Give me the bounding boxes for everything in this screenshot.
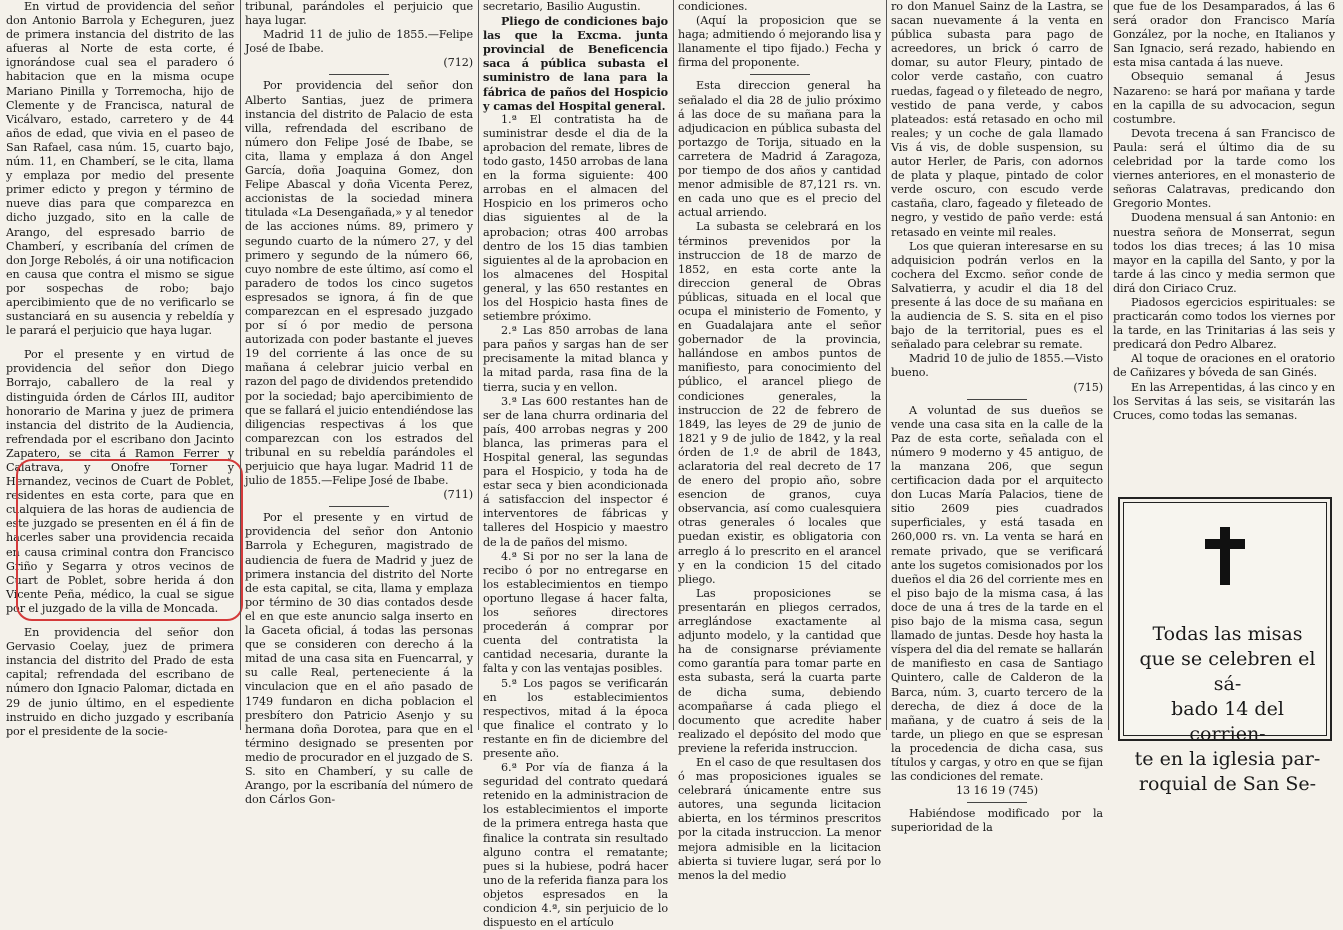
model-proposal: (Aquí la proposicion que se haga; admitiendo ó mejorando lisa y llanamente el tipo fijado.) Fecha y firma del proponente.	[678, 14, 881, 70]
notice-paragraph: Piadosos egercicios espirituales: se practicarán como todos los viernes por la tarde, en las Trinitarias á las seis y predicará don Pedro Albarez.	[1113, 295, 1335, 352]
notice-paragraph: En providencia del señor don Gervasio Coelay, juez de primera instancia del distrito del Prado de esta capital; refrendada del escribano de número don Ignacio Palomar, dictada en 29 de junio último, en el espediente instruido en dicho juzgado y escribanía por el presidente de la socie-	[6, 626, 234, 738]
notice-paragraph: En virtud de providencia del señor don Antonio Barrola y Echeguren, juez de primera instancia del distrito de las afueras al Norte de esta corte, é ignorándose cual sea el paradero ó habitacion que en la misma ocupe Mariano Pinilla y Torremocha, hijo de Clemente y de Francisca, natural de Vicálvaro, estado, carretero y de 44 años de edad, que vivia en el paseo de San Rafael, casa núm. 15, cuarto bajo, núm. 11, en Chamberí, se le cita, llama y emplaza por medio del presente primer edicto y pregon y término de nueve dias para que comparezca en dicho juzgado, sito en la calle de Arango, del espresado barrio de Chamberí, y escribanía del crímen de don Jorge Rebolés, á oir una notificacion en causa que contra el mismo se sigue por sospechas de robo; bajo apercibimiento que de no verificarlo se sustanciará en su ausencia y rebeldía y le parará el perjuicio que haya lugar.	[6, 0, 234, 338]
notice-paragraph: Los que quieran interesarse en su adquisicion podrán verlos en la cochera del Excmo. señor conde de Salvatierra, y acudir el dia 18 del presente á las doce de su mañana en la audiencia de S. S. sita en el piso bajo de la territorial, pues es el señalado para celebrar su remate.	[891, 239, 1103, 352]
reference-number: (711)	[443, 488, 473, 502]
reference-number: 13 16 19 (745)	[955, 784, 1039, 798]
column-3	[483, 0, 668, 930]
column-rule	[1108, 0, 1109, 730]
red-highlight-annotation	[16, 459, 243, 621]
notice-paragraph: Habiéndose modificado por la superioridad de la	[891, 807, 1103, 835]
separator	[750, 74, 810, 75]
notice-paragraph-highlighted: Por el presente y en virtud de providencia del señor don Diego Borrajo, caballero de la real y distinguida órden de Cárlos III, auditor honorario de Marina y juez de primera instancia del distrito de la Audiencia, refrendada por el escribano don Jacinto Zapatero, se cita á Ramon Ferrer y Calatrava, y Onofre Torner y Hernandez, vecinos de Cuart de Poblet, residentes en esta corte, para que en cualquiera de las horas de audiencia de este juzgado se presenten en él á fin de hacerles saber una providencia recaida en causa criminal contra don Francisco Griño y Segarra y otros vecinos de Cuart de Poblet, sobre herida á don Vicente Peña, médico, la cual se sigue por el juzgado de la villa de Moncada.	[6, 348, 234, 615]
memorial-line: Todas las misas	[1152, 623, 1303, 645]
notice-paragraph: Las proposiciones se presentarán en pliegos cerrados, arreglándose exactamente al adjunto modelo, y la cantidad que ha de consignarse préviamente como garantía para tomar parte en esta subasta, será la cuarta parte de dicha suma, debiendo acompañarse á cada pliego el documento que acredite haber realizado el depósito del modo que previene la referida instruccion.	[678, 586, 881, 755]
column-6	[1113, 0, 1335, 492]
reference-number: (715)	[1073, 380, 1103, 394]
memorial-line: que se celebren el sá-	[1139, 648, 1316, 695]
notice-paragraph: ro don Manuel Sainz de la Lastra, se sacan nuevamente á la venta en pública subasta para pago de acreedores, un brick ó carro de domar, su autor Fleury, pintado de color verde castaño, con cuatro ruedas, fagead o y fileteado de negro, vestido de pana verde, y cabos plateados: está retasado en ocho mil reales; y un coche de gala llamado Vis á vis, de doble suspension, su autor Herler, de Paris, con adornos de plata y plaque, pintado de color verde oscuro, con escudo verde castaña, claro, fageado y fileteado de negro, y vestido de paño verde: está retasado en veinte mil reales.	[891, 0, 1103, 239]
notice-paragraph: condiciones.	[678, 0, 748, 13]
notice-paragraph: Esta direccion general ha señalado el dia 28 de julio próximo á las doce de su mañana para la adjudicacion en pública subasta del portazgo de Torija, situado en la carretera de Madrid á Zaragoza, por tiempo de dos años y cantidad menor admisible de 87,121 rs. vn. en cada uno que es el precio del actual arriendo.	[678, 79, 881, 220]
condition-item: 4.ª Si por no ser la lana de recibo ó por no entregarse en los establecimientos en tiempo oportuno llegase á hacer falta, los señores directores procederán á comprar por cuenta del contratista la cantidad necesaria, durante la falta y con las ventajas posibles.	[483, 549, 668, 676]
column-2	[245, 0, 473, 807]
separator	[967, 802, 1027, 803]
condition-item: 1.ª El contratista ha de suministrar desde el dia de la aprobacion del remate, libres de todo gasto, 1450 arrobas de lana en la forma siguiente: 400 arrobas en el almacen del Hospicio en los primeros ocho dias siguientes al de la aprobacion; otras 400 arrobas dentro de los 15 dias tambien siguientes al de la aprobacion en los almacenes del Hospital general, y las 650 restantes en los del Hospicio hasta fines de setiembre próximo.	[483, 112, 668, 324]
condition-item: 3.ª Las 600 restantes han de ser de lana churra ordinaria del país, 400 arrobas negras y 200 blanca, las primeras para el Hospital general, las segundas para el Hospicio, y toda ha de estar seca y bien acondicionada á satisfaccion del inspector é interventores de fábricas y talleres del Hospicio y maestro de la de paños del mismo.	[483, 394, 668, 549]
signature-line: Madrid 11 de julio de 1855.—Felipe José de Ibabe.	[245, 28, 473, 56]
memorial-line: bado 14 del corrien-	[1171, 698, 1284, 745]
separator	[329, 74, 389, 75]
conditions-heading: Pliego de condiciones bajo las que la Excma. junta provincial de Beneficencia saca á pública subasta el suministro de lana para la fábrica de paños del Hospicio y camas del Hospital general.	[483, 14, 668, 113]
column-5	[891, 0, 1103, 835]
notice-paragraph: que fue de los Desamparados, á las 6 será orador don Francisco María González, por la noche, en Italianos y San Ignacio, será rezado, habiendo en esta misa cantada á las nueve.	[1113, 0, 1335, 70]
notice-paragraph: tribunal, parándoles el perjuicio que haya lugar.	[245, 0, 473, 28]
condition-item: 2.ª Las 850 arrobas de lana para paños y sargas han de ser precisamente la mitad blanca y la mitad parda, rasa fina de la tierra, sucia y en vellon.	[483, 324, 668, 394]
memorial-line: roquial de San Se-	[1138, 773, 1317, 795]
separator	[967, 399, 1027, 400]
column-4	[678, 0, 881, 882]
notice-paragraph: secretario, Basilio Augustin.	[483, 0, 641, 13]
condition-item: 5.ª Los pagos se verificarán en los establecimientos respectivos, mitad á la época que finalice el contrato y lo restante en fin de diciembre del presente año.	[483, 676, 668, 760]
column-rule	[886, 0, 887, 730]
cross-icon	[1205, 527, 1245, 585]
notice-paragraph: Por providencia del señor don Alberto Santias, juez de primera instancia del distrito de Palacio de esta villa, refrendada del escribano de número don Felipe José de Ibabe, se cita, llama y emplaza á don Angel García, doña Joaquina Gomez, don Felipe Abascal y doña Vicenta Perez, accionistas de la sociedad minera titulada «La Desengañada,» y al tenedor de las acciones núms. 89, primero y segundo cuarto de la número 27, y del primero y segundo de la número 66, cuyo nombre de este último, así como el paradero de todos los cinco sugetos espresados se ignora, á fin de que comparezcan en el espresado juzgado por sí ó por medio de persona autorizada con poder bastante el jueves 19 del corriente á las once de su mañana á celebrar juicio verbal en razon del pago de dividendos pretendido por la sociedad; bajo apercibimiento de que se fallará el juicio entendiéndose las diligencias respectivas á los que comparezcan con los estrados del tribunal en su rebeldía parándoles el perjuicio que haya lugar. Madrid 11 de julio de 1855.—Felipe José de Ibabe.	[245, 79, 473, 488]
notice-paragraph: La subasta se celebrará en los términos prevenidos por la instruccion de 18 de marzo de 1852, en esta corte ante la direccion general de Obras públicas, situada en el local que ocupa el ministerio de Fomento, y en Guadalajara ante el señor gobernador de la provincia, hallándose en ambos puntos de manifiesto, para conocimiento del público, el arancel pliego de condiciones generales, la instruccion de 22 de febrero de 1849, las leyes de 29 de junio de 1821 y 9 de julio de 1842, y la real órden de 1.º de abril de 1843, aclaratoria del real decreto de 17 de enero del propio año, sobre esencion de granos, cuya observancia, así como cualesquiera otras generales ó locales que puedan existir, es obligatoria con arreglo á lo prescrito en el arancel y en la condicion 15 del citado pliego.	[678, 220, 881, 586]
notice-paragraph: Por el presente y en virtud de providencia del señor don Antonio Barrola y Echeguren, magistrado de audiencia de fuera de Madrid y juez de primera instancia del distrito del Norte de esta capital, se cita, llama y emplaza por término de 30 dias contados desde el en que este anuncio salga inserto en la Gaceta oficial, á todas las personas que se consideren con derecho á la mitad de una casa sita en Fuencarral, y su calle Real, perteneciente á la vinculacion que en el año pasado de 1749 fundaron en dicha poblacion el presbítero don Patricio Asenjo y su hermana doña Dorotea, para que en el término designado se presenten por medio de procurador en el juzgado de S. S. sito en Chamberí, y su calle de Arango, por la escribanía del número de don Cárlos Gon-	[245, 511, 473, 807]
notice-paragraph: En las Arrepentidas, á las cinco y en los Servitas á las seis, se visitarán las Cruces, como todas las semanas.	[1113, 380, 1335, 422]
notice-paragraph: A voluntad de sus dueños se vende una casa sita en la calle de la Paz de esta corte, señalada con el número 9 moderno y 45 antiguo, de la manzana 206, que segun certificacion dada por el arquitecto don Lucas María Palacios, tiene de sitio 2609 pies cuadrados superficiales, y está tasada en 260,000 rs. vn. La venta se hará en remate privado, que se verificará ante los sugetos comisionados por los dueños el dia 26 del corriente mes en el piso bajo de la misma casa, á las doce de una á tres de la tarde en el piso bajo de la misma casa, segun llamado de juntas. Desde hoy hasta la víspera del dia del remate se hallarán de manifiesto en casa de Santiago Quintero, calle de Calderon de la Barca, núm. 3, cuarto tercero de la derecha, de diez á doce de la mañana, y de cuatro á seis de la tarde, un pliego en que se espresan la procedencia de dicha casa, sus títulos y cargas, y otro en que se fijan las condiciones del remate.	[891, 403, 1103, 784]
notice-paragraph: En el caso de que resultasen dos ó mas proposiciones iguales se celebrará únicamente entre sus autores, una segunda licitacion abierta, en los términos prescritos por la citada instruccion. La menor mejora admisible en la licitacion abierta si tuviere lugar, será por lo menos la del medio	[678, 755, 881, 882]
column-rule	[478, 0, 479, 730]
memorial-line: te en la iglesia par-	[1134, 748, 1321, 770]
notice-paragraph: Al toque de oraciones en el oratorio de Cañizares y bóveda de san Ginés.	[1113, 352, 1335, 380]
separator	[329, 506, 389, 507]
signature-line: Madrid 10 de julio de 1855.—Visto bueno.	[891, 352, 1103, 380]
condition-item: 6.ª Por vía de fianza á la seguridad del contrato quedará retenido en la administracion de los establecimientos el importe de la primera entrega hasta que finalice la contrata sin resultado alguno contra el rematante; pues si la hubiese, podrá hacer uno de la referida fianza para los objetos espresados en la condicion 4.ª, sin perjuicio de lo dispuesto en el artículo	[483, 761, 668, 930]
column-rule	[673, 0, 674, 730]
notice-paragraph: Duodena mensual á san Antonio: en nuestra señora de Monserrat, segun todos los dias treces; á las 10 misa mayor en la capilla del Santo, y por la tarde á las cinco y media sermon que dirá don Ciriaco Cruz.	[1113, 211, 1335, 295]
notice-paragraph: Devota trecena á san Francisco de Paula: será el último dia de su celebridad por la tarde como los viernes anteriores, en el monasterio de señoras Calatravas, predicando don Gregorio Montes.	[1113, 126, 1335, 211]
reference-number: (712)	[443, 56, 473, 70]
memorial-notice-text	[1130, 622, 1325, 797]
notice-paragraph: Obsequio semanal á Jesus Nazareno: se hará por mañana y tarde en la capilla de su advocacion, segun costumbre.	[1113, 70, 1335, 126]
column-rule	[240, 0, 241, 730]
